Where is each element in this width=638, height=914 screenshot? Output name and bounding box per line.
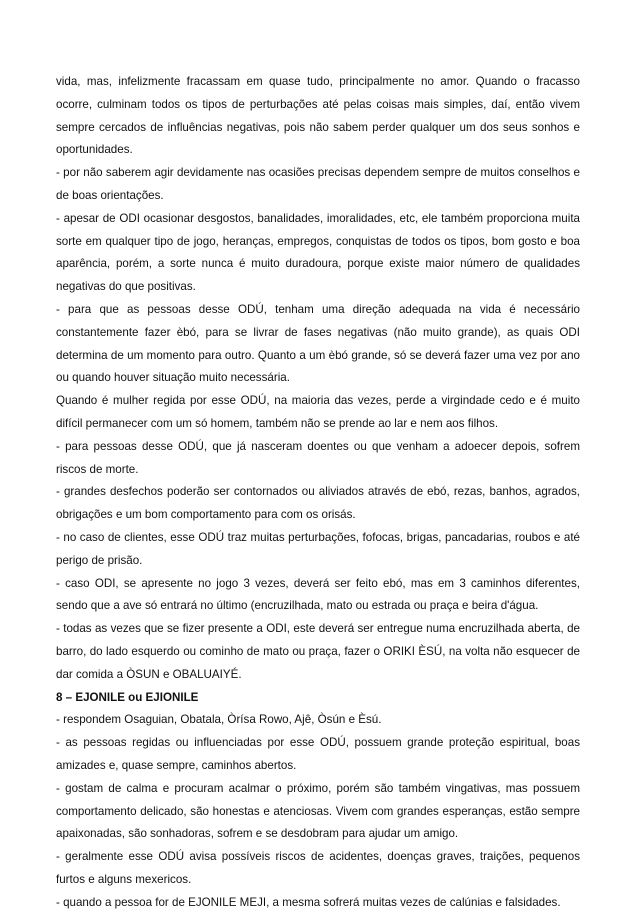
- paragraph: - respondem Osaguian, Obatala, Òrísa Rowo, Ajê, Òsún e Èsú.: [56, 713, 382, 727]
- paragraph: - para pessoas desse ODÚ, que já nasceram doentes ou que venham a adoecer depois, sofrem riscos de morte.: [56, 439, 580, 476]
- section-heading: 8 – EJONILE ou EJIONILE: [56, 690, 199, 704]
- paragraph: - grandes desfechos poderão ser contornados ou aliviados através de ebó, rezas, banhos, agrados, obrigações e um bom comportamento para com os orisás.: [56, 485, 580, 522]
- paragraph: - caso ODI, se apresente no jogo 3 vezes, deverá ser feito ebó, mas em 3 caminhos diferentes, sendo que a ave só entrará no último (encruzilhada, mato ou estrada ou praça e beira d'água.: [56, 576, 580, 613]
- paragraph: - todas as vezes que se fizer presente a ODI, este deverá ser entregue numa encruzilhada aberta, de barro, do lado esquerdo ou cominho de mato ou praça, fazer o ORIKI ÈSÚ, na volta não esquecer de dar comida a ÒSUN e OBALUAIYÉ.: [56, 622, 580, 681]
- paragraph: - apesar de ODI ocasionar desgostos, banalidades, imoralidades, etc, ele também proporciona muita sorte em qualquer tipo de jogo, heranças, empregos, conquistas de todos os tipos, bom gosto e boa aparência, porém, a sorte nunca é muito duradoura, porque existe maior número de qualidades negativas do que positivas.: [56, 211, 580, 294]
- document-page: [56, 71, 580, 914]
- paragraph: Quando é mulher regida por esse ODÚ, na maioria das vezes, perde a virgindade cedo e é muito difícil permanecer com um só homem, também não se prende ao lar e nem aos filhos.: [56, 394, 580, 430]
- paragraph: - por não saberem agir devidamente nas ocasiões precisas dependem sempre de muitos conselhos e de boas orientações.: [56, 166, 580, 202]
- paragraph: - quando a pessoa for de EJONILE MEJI, a mesma sofrerá muitas vezes de calúnias e falsidades.: [56, 895, 561, 909]
- paragraph: - as pessoas regidas ou influenciadas por esse ODÚ, possuem grande proteção espiritual, boas amizades e, quase sempre, caminhos abertos.: [56, 736, 580, 772]
- paragraph: - geralmente esse ODÚ avisa possíveis riscos de acidentes, doenças graves, traições, pequenos furtos e alguns mexericos.: [56, 850, 580, 886]
- paragraph: - para que as pessoas desse ODÚ, tenham uma direção adequada na vida é necessário constantemente fazer èbó, para se livrar de fases negativas (não muito grande), as quais ODI determina de um momento para outro. Quanto a um èbó grande, só se deverá fazer uma vez por ano ou quando houver situação muito necessária.: [56, 302, 580, 385]
- paragraph: - gostam de calma e procuram acalmar o próximo, porém são também vingativas, mas possuem comportamento delicado, são honestas e atenciosas. Vivem com grandes esperanças, estão sempre apaixonadas, são sonhadoras, sofrem e se desdobram para ajudar um amigo.: [56, 781, 580, 841]
- paragraph: vida, mas, infelizmente fracassam em quase tudo, principalmente no amor. Quando o fracasso ocorre, culminam todos os tipos de perturbações até pelas coisas mais simples, daí, então vivem sempre cercados de influências negativas, pois não sabem perder qualquer um dos seus sonhos e oportunidades.: [56, 75, 580, 157]
- paragraph: - no caso de clientes, esse ODÚ traz muitas perturbações, fofocas, brigas, pancadarias, roubos e até perigo de prisão.: [56, 530, 580, 567]
